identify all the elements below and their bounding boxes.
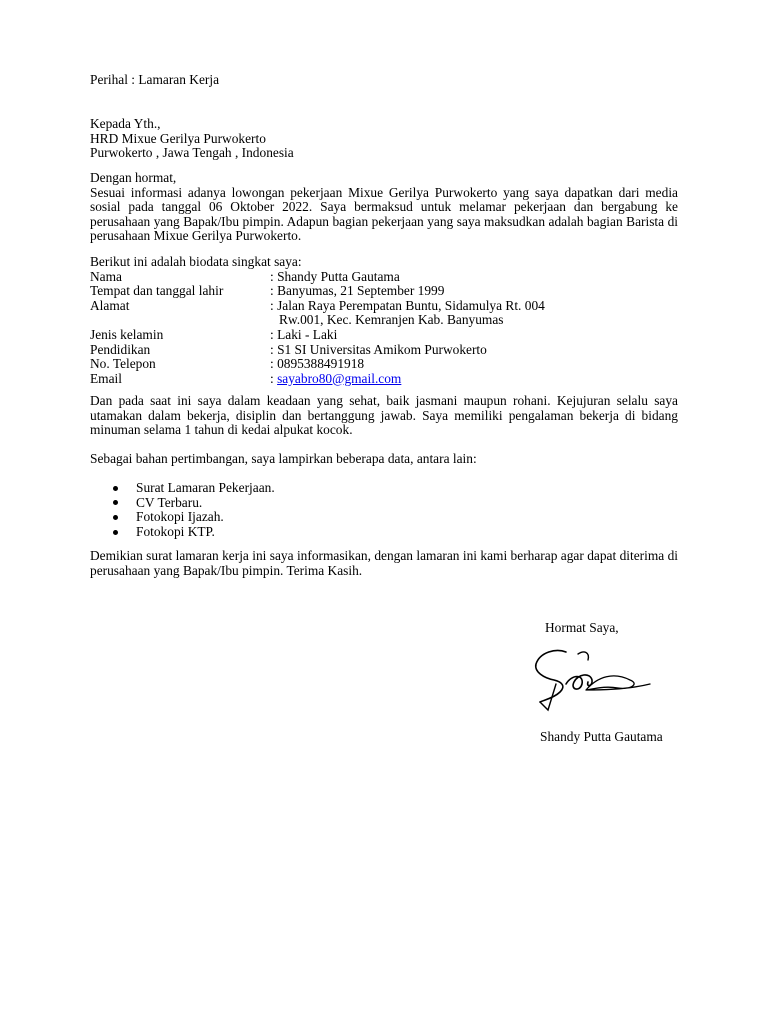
signature-image — [526, 644, 656, 714]
biodata-value: : S1 SI Universitas Amikom Purwokerto — [270, 341, 487, 357]
sign-off-text: Hormat Saya, — [545, 620, 619, 635]
email-colon: : — [270, 370, 278, 386]
bullet-icon — [113, 530, 118, 535]
attachments-intro: Sebagai bahan pertimbangan, saya lampirkan beberapa data, antara lain: — [90, 451, 477, 466]
biodata-label-empty — [90, 313, 270, 328]
recipient-line-2: HRD Mixue Gerilya Purwokerto — [90, 130, 266, 146]
biodata-label: Jenis kelamin — [90, 326, 164, 342]
closing-block — [90, 549, 678, 578]
bullet-icon — [113, 515, 118, 520]
email-link[interactable]: sayabro80@gmail.com — [277, 370, 402, 386]
intro-paragraph: Sesuai informasi adanya lowongan pekerjaan Mixue Gerilya Purwokerto yang saya dapatkan dari media sosial pada tanggal 06 Oktober 2022. Saya bermaksud untuk melamar pekerjaan dan bergabung ke perusahaan yang Bapak/Ibu pimpin. Adapun bagian pekerjaan yang saya maksudkan adalah bagian Barista di perusahaan Mixue Gerilya Purwokerto. — [90, 184, 678, 244]
biodata-row-alamat-cont — [90, 313, 678, 328]
biodata-value: : Banyumas, 21 September 1999 — [270, 283, 445, 299]
biodata-value — [270, 372, 678, 387]
biodata-row-ttl — [90, 284, 678, 299]
list-item-text: Surat Lamaran Pekerjaan. — [136, 480, 275, 495]
greeting-block — [90, 171, 678, 244]
biodata-label: Email — [90, 370, 122, 386]
biodata-value: : Laki - Laki — [270, 326, 338, 342]
biodata-section — [90, 255, 678, 386]
list-item-text: CV Terbaru. — [136, 494, 203, 510]
health-paragraph: Dan pada saat ini saya dalam keadaan yang sehat, baik jasmani maupun rohani. Kejujuran selalu saya utamakan dalam bekerja, disiplin dan bertanggung jawab. Saya memiliki pengalaman bekerja di bidang minuman selama 1 tahun di kedai alpukat kocok. — [90, 393, 678, 438]
health-paragraph-block — [90, 394, 678, 438]
recipient-line-3: Purwokerto , Jawa Tengah , Indonesia — [90, 145, 294, 161]
biodata-row-telepon — [90, 357, 678, 372]
attachments-list — [90, 481, 678, 539]
signer-name: Shandy Putta Gautama — [540, 729, 663, 744]
biodata-value: : 0895388491918 — [270, 356, 365, 372]
biodata-row-kelamin — [90, 328, 678, 343]
biodata-value: : Jalan Raya Perempatan Buntu, Sidamulya Rt. 004 — [270, 297, 545, 313]
subject-text: Perihal : Lamaran Kerja — [90, 72, 220, 87]
list-item-text: Fotokopi Ijazah. — [136, 509, 224, 525]
biodata-value: : Shandy Putta Gautama — [270, 268, 400, 284]
biodata-row-pendidikan — [90, 343, 678, 358]
biodata-row-alamat — [90, 299, 678, 314]
biodata-value: Rw.001, Kec. Kemranjen Kab. Banyumas — [279, 312, 504, 328]
greeting-text: Dengan hormat, — [90, 170, 177, 185]
biodata-label: Nama — [90, 268, 122, 284]
biodata-label: Alamat — [90, 297, 130, 313]
sign-off — [545, 621, 705, 636]
bullet-icon — [113, 500, 118, 505]
biodata-row-email — [90, 372, 678, 387]
signer-block — [540, 730, 700, 745]
biodata-label: Tempat dan tanggal lahir — [90, 283, 224, 299]
list-item — [90, 525, 678, 540]
list-item — [90, 510, 678, 525]
attachments-list-block — [90, 481, 678, 539]
list-item — [90, 496, 678, 511]
recipient-line-1: Kepada Yth., — [90, 116, 161, 131]
biodata-label: No. Telepon — [90, 356, 156, 372]
recipient-block — [90, 117, 678, 161]
biodata-row-nama — [90, 270, 678, 285]
closing-paragraph: Demikian surat lamaran kerja ini saya informasikan, dengan lamaran ini kami berharap agar dapat diterima di perusahaan yang Bapak/Ibu pimpin. Terima Kasih. — [90, 548, 678, 578]
list-item-text: Fotokopi KTP. — [136, 523, 215, 539]
list-item — [90, 481, 678, 496]
biodata-label: Pendidikan — [90, 341, 151, 357]
attachments-intro-block — [90, 452, 678, 467]
bullet-icon — [113, 486, 118, 491]
subject-line — [90, 73, 678, 88]
biodata-intro: Berikut ini adalah biodata singkat saya: — [90, 254, 302, 269]
